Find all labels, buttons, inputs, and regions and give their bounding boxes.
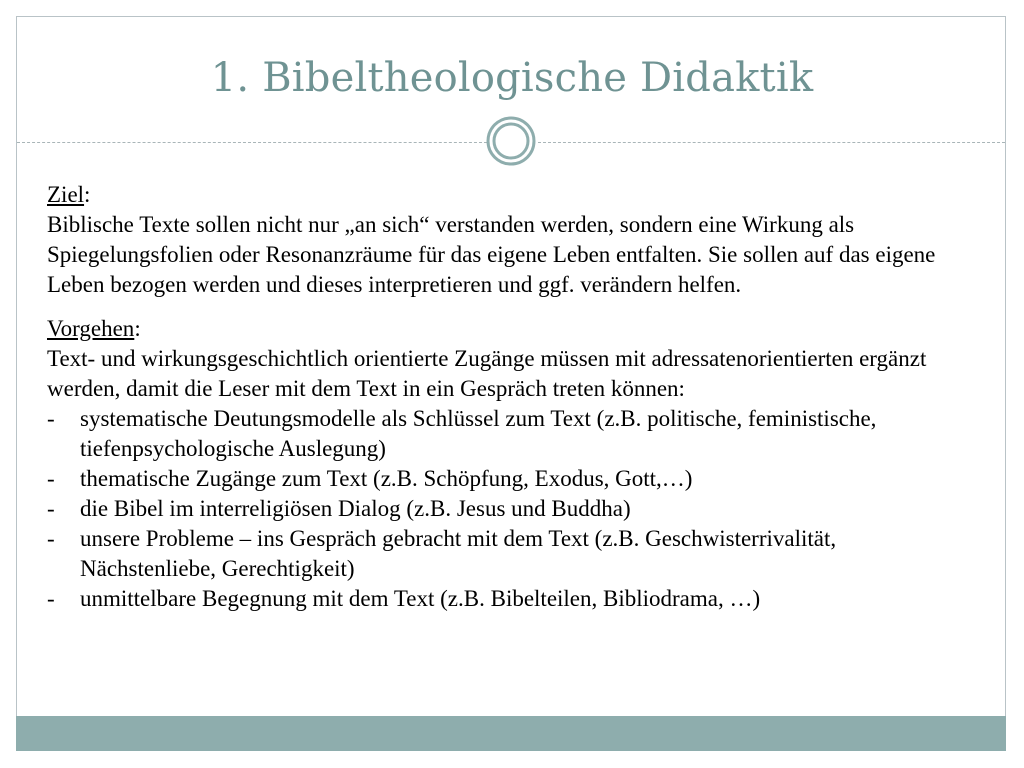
- list-item: [47, 464, 977, 494]
- ziel-heading-label: Ziel: [47, 182, 85, 207]
- title-divider-right: [538, 142, 1005, 143]
- slide-body: [47, 180, 977, 614]
- bullet-dash: -: [47, 526, 55, 551]
- list-item: [47, 584, 977, 614]
- vorgehen-text: Text- und wirkungsgeschichtlich orientierte Zugänge müssen mit adressatenorientierten ergänzt werden, damit die Leser mit dem Text in ein Gespräch treten können:: [47, 346, 927, 401]
- bullet-dash: -: [47, 496, 55, 521]
- list-item: [47, 404, 977, 464]
- list-item-text: die Bibel im interreligiösen Dialog (z.B. Jesus und Buddha): [80, 496, 631, 521]
- footer-accent-bar: [16, 716, 1006, 751]
- vorgehen-heading: [47, 314, 977, 344]
- vorgehen-heading-colon: :: [134, 316, 141, 341]
- slide-title: 1. Bibeltheologische Didaktik: [210, 55, 814, 101]
- list-item-text: unsere Probleme – ins Gespräch gebracht mit dem Text (z.B. Geschwisterrivalität, Nächstenliebe, Gerechtigkeit): [80, 526, 837, 581]
- list-item-text: unmittelbare Begegnung mit dem Text (z.B. Bibelteilen, Bibliodrama, …): [80, 586, 761, 611]
- title-divider-left: [17, 142, 487, 143]
- list-item: [47, 524, 977, 584]
- ziel-heading-colon: :: [84, 182, 91, 207]
- bullet-dash: -: [47, 586, 55, 611]
- ring-ornament-icon: [486, 116, 536, 166]
- list-item-text: thematische Zugänge zum Text (z.B. Schöpfung, Exodus, Gott,…): [80, 466, 693, 491]
- list-item-text: systematische Deutungsmodelle als Schlüssel zum Text (z.B. politische, feministische, tiefenpsychologische Auslegung): [80, 406, 877, 461]
- vorgehen-bullet-list: [47, 404, 977, 614]
- bullet-dash: -: [47, 406, 55, 431]
- ziel-text: Biblische Texte sollen nicht nur „an sich“ verstanden werden, sondern eine Wirkung als Spiegelungsfolien oder Resonanzräume für das eigene Leben entfalten. Sie sollen auf das eigene Leben bezogen werden und dieses interpretieren und ggf. verändern helfen.: [47, 212, 936, 297]
- list-item: [47, 494, 977, 524]
- vorgehen-heading-label: Vorgehen: [47, 316, 135, 341]
- section-gap: [47, 300, 977, 314]
- ziel-heading: [47, 180, 977, 210]
- bullet-dash: -: [47, 466, 55, 491]
